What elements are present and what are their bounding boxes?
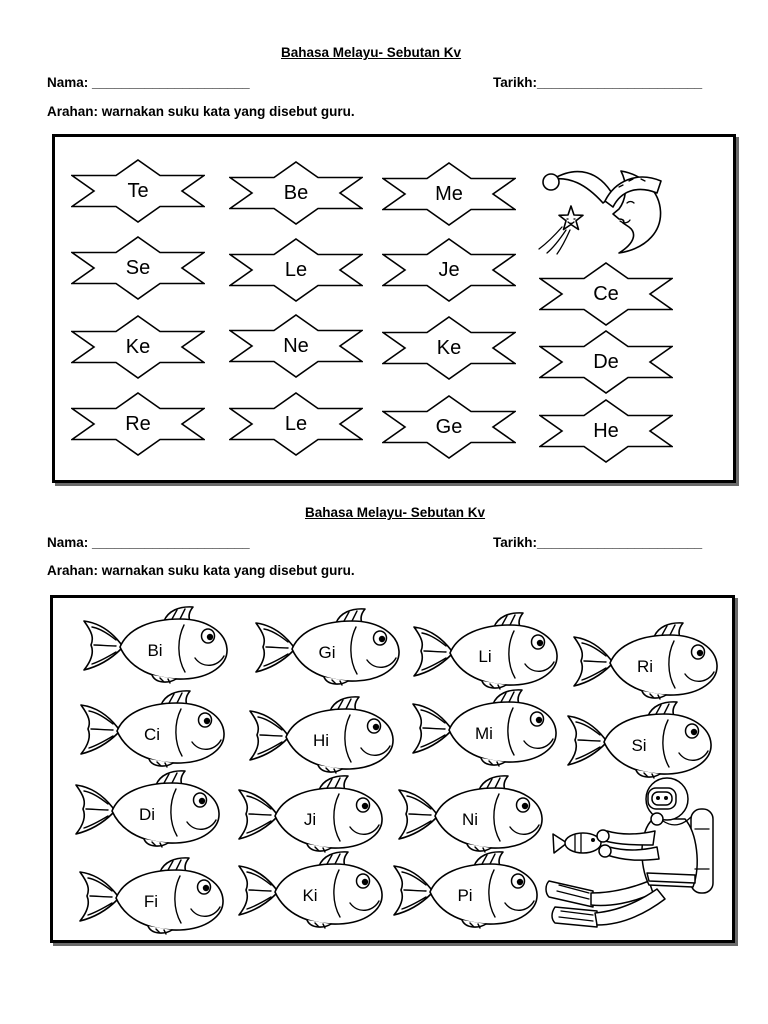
regulator [651, 813, 663, 825]
syllable-star [229, 392, 363, 456]
name-field-label: Nama: _____________________ [47, 75, 250, 90]
syllable-star [382, 395, 516, 459]
syllable-label: Di [138, 805, 156, 824]
syllable-label: Ce [593, 283, 619, 305]
syllable-label: Mi [475, 724, 493, 743]
syllable-star [539, 399, 673, 463]
syllable-fish [76, 855, 226, 935]
syllable-label: De [593, 351, 619, 373]
syllable-label: Ri [636, 657, 654, 676]
syllable-fish [235, 773, 385, 853]
held-fish [565, 833, 601, 853]
syllable-fish [390, 849, 540, 929]
syllable-label: Me [435, 183, 463, 205]
syllable-fish [410, 610, 560, 690]
syllable-fish [395, 773, 545, 853]
syllable-star [71, 315, 205, 379]
worksheet-title: Bahasa Melayu- Sebutan Kv [305, 505, 486, 520]
syllable-star [229, 161, 363, 225]
syllable-label: Be [283, 182, 309, 204]
star-trail [539, 227, 562, 249]
santa-hat-pompom [543, 174, 559, 190]
worksheet-title: Bahasa Melayu- Sebutan Kv [281, 45, 462, 60]
name-field-label: Nama: _____________________ [47, 535, 250, 550]
diver-arm [605, 831, 655, 845]
syllable-star [539, 330, 673, 394]
syllable-label: Hi [312, 731, 330, 750]
syllable-label: Li [478, 647, 492, 666]
syllable-label: Pi [457, 886, 473, 905]
syllable-star [71, 236, 205, 300]
syllable-fish [409, 687, 559, 767]
syllable-fish [235, 849, 385, 929]
syllable-fish [80, 604, 230, 684]
syllable-star [539, 262, 673, 326]
syllable-label: He [593, 420, 619, 442]
syllable-fish [77, 688, 227, 768]
syllable-label: Se [125, 257, 151, 279]
syllable-star [71, 159, 205, 223]
syllable-label: Je [438, 259, 460, 281]
instruction-text: Arahan: warnakan suku kata yang disebut guru. [47, 104, 355, 119]
syllable-label: Le [284, 413, 308, 435]
syllable-label: Ge [435, 416, 463, 438]
syllable-fish [72, 768, 222, 848]
syllable-label: Ci [143, 725, 161, 744]
syllable-fish [246, 694, 396, 774]
syllable-fish [564, 699, 714, 779]
syllable-star [71, 392, 205, 456]
syllable-star [382, 238, 516, 302]
syllable-label: Te [127, 180, 149, 202]
instruction-text: Arahan: warnakan suku kata yang disebut guru. [47, 563, 355, 578]
date-field-label: Tarikh:______________________ [493, 75, 703, 90]
syllable-star [382, 162, 516, 226]
syllable-label: Ke [125, 336, 151, 358]
santa-hat [553, 172, 613, 203]
moon-santa-hat-icon [533, 157, 673, 257]
syllable-label: Gi [318, 643, 336, 662]
syllable-star [229, 238, 363, 302]
syllable-label: Ne [283, 335, 309, 357]
syllable-label: Re [125, 413, 151, 435]
diver-belt [647, 873, 695, 883]
syllable-label: Ji [303, 810, 317, 829]
syllable-label: Ke [436, 337, 462, 359]
syllable-star [382, 316, 516, 380]
syllable-label: Le [284, 259, 308, 281]
date-field-label: Tarikh:______________________ [493, 535, 703, 550]
syllable-label: Bi [147, 641, 163, 660]
diver-arm [607, 847, 659, 860]
syllable-label: Ki [302, 886, 318, 905]
small-star-icon [559, 206, 583, 230]
syllable-label: Fi [143, 892, 159, 911]
syllable-label: Ni [461, 810, 479, 829]
syllable-fish [570, 620, 720, 700]
syllable-fish [252, 606, 402, 686]
syllable-star [229, 314, 363, 378]
syllable-label: Si [631, 736, 647, 755]
scuba-diver-icon [545, 773, 725, 935]
